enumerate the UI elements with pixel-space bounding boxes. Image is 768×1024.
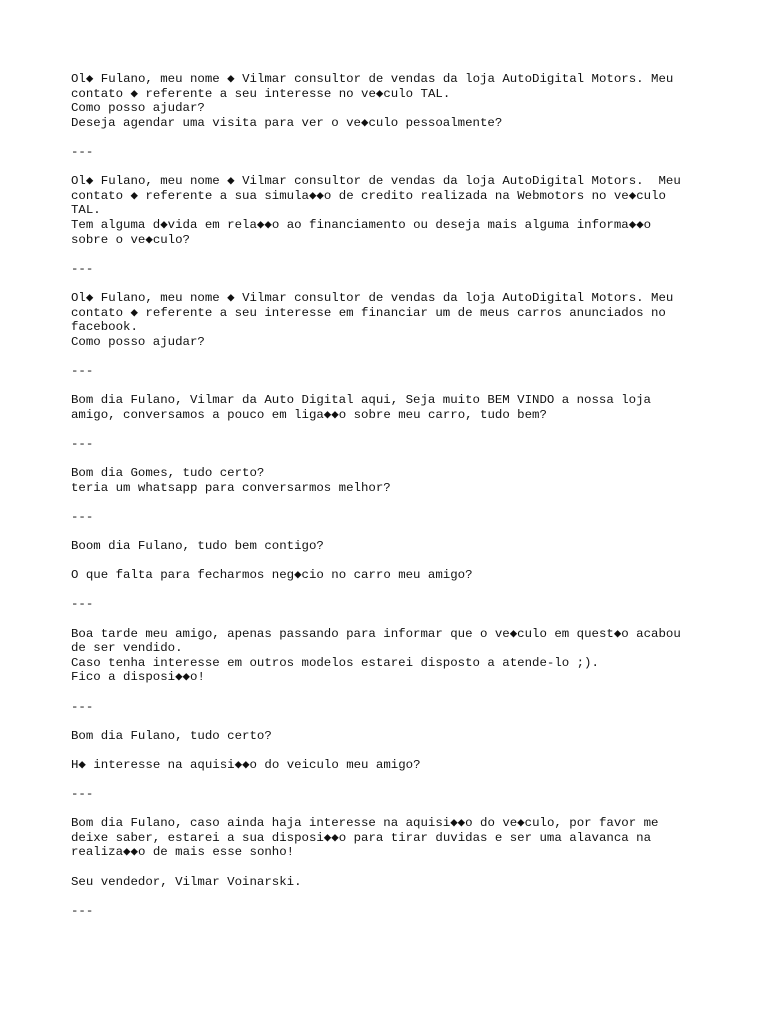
message-separator: --- — [71, 509, 94, 524]
message-separator: --- — [71, 699, 94, 714]
text-line: realiza◆◆o de mais esse sonho! — [71, 845, 295, 860]
message-separator: --- — [71, 363, 94, 378]
text-line: Boom dia Fulano, tudo bem contigo? — [71, 539, 324, 553]
document-page — [71, 72, 711, 933]
text-line: H◆ interesse na aquisi◆◆o do veiculo meu amigo? — [71, 757, 421, 772]
text-line: Bom dia Gomes, tudo certo? — [71, 466, 265, 481]
message-paragraph — [71, 72, 711, 130]
text-line: contato ◆ referente a seu interesse no ve◆culo TAL. — [71, 86, 451, 101]
text-line: Ol◆ Fulano, meu nome ◆ Vilmar consultor de vendas da loja AutoDigital Motors. Meu — [71, 290, 674, 305]
message-template — [71, 174, 711, 276]
text-line: O que falta para fecharmos neg◆cio no carro meu amigo? — [71, 568, 473, 583]
text-line: Tem alguma d◆vida em rela◆◆o ao financiamento ou deseja mais alguma informa◆◆o — [71, 217, 652, 232]
text-line: Bom dia Fulano, tudo certo? — [71, 728, 272, 743]
text-line: Fico a disposi◆◆o! — [71, 670, 205, 685]
message-paragraph — [71, 393, 711, 422]
message-separator: --- — [71, 787, 94, 802]
text-line: Boa tarde meu amigo, apenas passando para informar que o ve◆culo em quest◆o acabou — [71, 626, 681, 641]
message-paragraph — [71, 568, 711, 583]
message-template — [71, 393, 711, 451]
message-separator: --- — [71, 144, 94, 159]
message-paragraph — [71, 816, 711, 860]
message-template — [71, 729, 711, 802]
message-template — [71, 816, 711, 918]
message-paragraph — [71, 539, 711, 554]
text-line: Seu vendedor, Vilmar Voinarski. — [71, 874, 302, 889]
message-separator: --- — [71, 261, 94, 276]
message-template — [71, 539, 711, 612]
text-line: Ol◆ Fulano, meu nome ◆ Vilmar consultor de vendas da loja AutoDigital Motors. Meu — [71, 174, 681, 189]
text-line: deixe saber, estarei a sua disposi◆◆o para tirar duvidas e ser uma alavanca na — [71, 830, 652, 845]
text-line: Bom dia Fulano, caso ainda haja interesse na aquisi◆◆o do ve◆culo, por favor me — [71, 816, 659, 831]
message-separator: --- — [71, 597, 94, 612]
text-line: Como posso ajudar? — [71, 101, 205, 116]
text-line: facebook. — [71, 320, 138, 335]
message-paragraph — [71, 627, 711, 685]
text-line: contato ◆ referente a seu interesse em financiar um de meus carros anunciados no — [71, 305, 666, 320]
message-separator: --- — [71, 436, 94, 451]
text-line: Deseja agendar uma visita para ver o ve◆culo pessoalmente? — [71, 115, 503, 130]
text-line: amigo, conversamos a pouco em liga◆◆o sobre meu carro, tudo bem? — [71, 407, 547, 422]
message-template — [71, 627, 711, 715]
text-line: de ser vendido. — [71, 641, 183, 656]
message-template — [71, 72, 711, 160]
message-template — [71, 291, 711, 379]
text-line: Ol◆ Fulano, meu nome ◆ Vilmar consultor de vendas da loja AutoDigital Motors. Meu — [71, 72, 674, 86]
message-template — [71, 466, 711, 524]
text-line: sobre o ve◆culo? — [71, 232, 190, 247]
message-paragraph — [71, 291, 711, 349]
text-line: Bom dia Fulano, Vilmar da Auto Digital aqui, Seja muito BEM VINDO a nossa loja — [71, 393, 651, 408]
message-paragraph — [71, 729, 711, 744]
message-paragraph — [71, 466, 711, 495]
text-line: Como posso ajudar? — [71, 334, 205, 349]
text-line: TAL. — [71, 203, 101, 218]
message-paragraph — [71, 758, 711, 773]
message-paragraph — [71, 174, 711, 247]
message-paragraph — [71, 875, 711, 890]
text-line: teria um whatsapp para conversarmos melhor? — [71, 480, 391, 495]
text-line: contato ◆ referente a sua simula◆◆o de credito realizada na Webmotors no ve◆culo — [71, 188, 666, 203]
text-line: Caso tenha interesse em outros modelos estarei disposto a atende-lo ;). — [71, 655, 599, 670]
message-separator: --- — [71, 903, 94, 918]
